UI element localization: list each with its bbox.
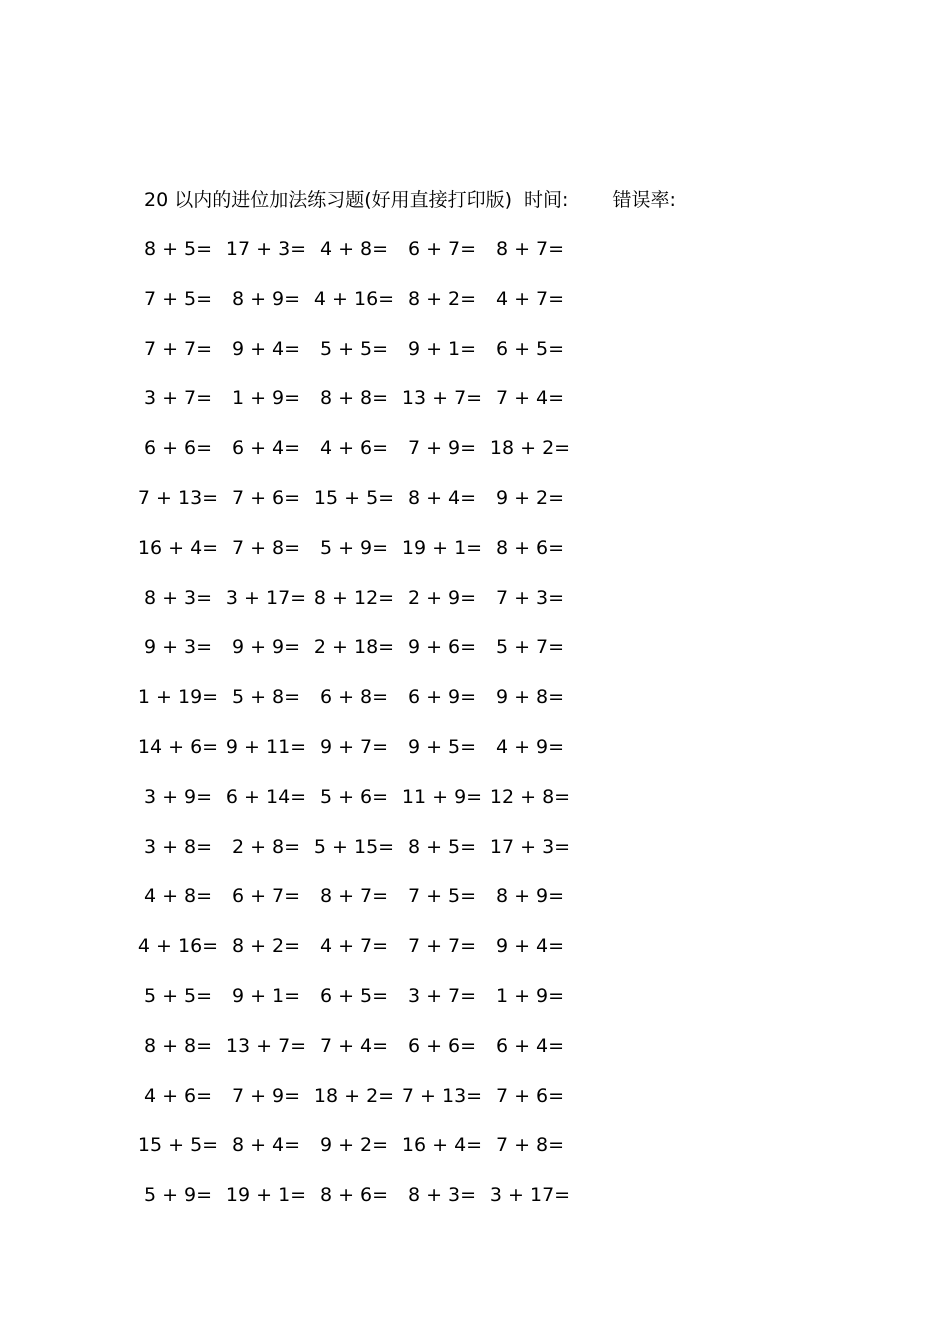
addition-problem: 9 + 1= bbox=[231, 984, 301, 1007]
addition-problem: 8 + 7= bbox=[319, 885, 389, 908]
addition-problem: 9 + 7= bbox=[319, 735, 389, 758]
addition-problem: 9 + 1= bbox=[407, 337, 477, 360]
problem-grid bbox=[137, 235, 604, 1231]
addition-problem: 5 + 15= bbox=[313, 835, 395, 858]
addition-problem: 6 + 14= bbox=[225, 785, 307, 808]
addition-problem: 8 + 6= bbox=[495, 536, 565, 559]
problem-row bbox=[144, 783, 604, 833]
addition-problem: 6 + 4= bbox=[231, 437, 301, 460]
problem-row bbox=[137, 683, 604, 733]
problem-row bbox=[137, 484, 604, 534]
addition-problem: 3 + 8= bbox=[143, 835, 213, 858]
addition-problem: 2 + 18= bbox=[313, 636, 395, 659]
addition-problem: 9 + 4= bbox=[231, 337, 301, 360]
addition-problem: 8 + 2= bbox=[231, 935, 301, 958]
addition-problem: 12 + 8= bbox=[489, 785, 571, 808]
time-label: 时间: bbox=[524, 189, 569, 211]
addition-problem: 6 + 6= bbox=[143, 437, 213, 460]
addition-problem: 4 + 16= bbox=[313, 287, 395, 310]
problem-row bbox=[144, 1082, 604, 1132]
addition-problem: 5 + 9= bbox=[319, 536, 389, 559]
addition-problem: 7 + 6= bbox=[231, 486, 301, 509]
problem-row bbox=[144, 982, 604, 1032]
addition-problem: 4 + 16= bbox=[137, 935, 219, 958]
addition-problem: 9 + 5= bbox=[407, 735, 477, 758]
addition-problem: 1 + 9= bbox=[495, 984, 565, 1007]
addition-problem: 8 + 7= bbox=[495, 238, 565, 260]
addition-problem: 8 + 3= bbox=[143, 586, 213, 609]
addition-problem: 6 + 7= bbox=[231, 885, 301, 908]
addition-problem: 5 + 8= bbox=[231, 686, 301, 709]
addition-problem: 3 + 7= bbox=[407, 984, 477, 1007]
addition-problem: 19 + 1= bbox=[401, 536, 483, 559]
addition-problem: 14 + 6= bbox=[137, 735, 219, 758]
problem-row bbox=[144, 285, 604, 335]
addition-problem: 4 + 7= bbox=[319, 935, 389, 958]
addition-problem: 9 + 3= bbox=[143, 636, 213, 659]
addition-problem: 7 + 8= bbox=[231, 536, 301, 559]
addition-problem: 7 + 7= bbox=[407, 935, 477, 958]
addition-problem: 8 + 2= bbox=[407, 287, 477, 310]
problem-row bbox=[137, 534, 604, 584]
addition-problem: 7 + 5= bbox=[407, 885, 477, 908]
addition-problem: 7 + 8= bbox=[495, 1134, 565, 1157]
addition-problem: 8 + 4= bbox=[407, 486, 477, 509]
addition-problem: 5 + 7= bbox=[495, 636, 565, 659]
addition-problem: 8 + 8= bbox=[143, 1034, 213, 1057]
addition-problem: 6 + 7= bbox=[407, 238, 477, 260]
addition-problem: 6 + 4= bbox=[495, 1034, 565, 1057]
addition-problem: 5 + 6= bbox=[319, 785, 389, 808]
addition-problem: 4 + 8= bbox=[143, 885, 213, 908]
addition-problem: 3 + 7= bbox=[143, 387, 213, 410]
addition-problem: 9 + 11= bbox=[225, 735, 307, 758]
addition-problem: 19 + 1= bbox=[225, 1184, 307, 1207]
addition-problem: 5 + 5= bbox=[319, 337, 389, 360]
addition-problem: 5 + 5= bbox=[143, 984, 213, 1007]
addition-problem: 6 + 5= bbox=[495, 337, 565, 360]
addition-problem: 6 + 6= bbox=[407, 1034, 477, 1057]
addition-problem: 8 + 5= bbox=[407, 835, 477, 858]
addition-problem: 8 + 6= bbox=[319, 1184, 389, 1207]
addition-problem: 8 + 9= bbox=[495, 885, 565, 908]
addition-problem: 7 + 4= bbox=[319, 1034, 389, 1057]
addition-problem: 1 + 9= bbox=[231, 387, 301, 410]
addition-problem: 6 + 5= bbox=[319, 984, 389, 1007]
addition-problem: 8 + 12= bbox=[313, 586, 395, 609]
addition-problem: 7 + 6= bbox=[495, 1084, 565, 1107]
addition-problem: 6 + 9= bbox=[407, 686, 477, 709]
addition-problem: 15 + 5= bbox=[313, 486, 395, 509]
problem-row bbox=[144, 235, 604, 285]
problem-row bbox=[144, 1181, 604, 1231]
addition-problem: 3 + 17= bbox=[225, 586, 307, 609]
problem-row bbox=[144, 882, 604, 932]
addition-problem: 13 + 7= bbox=[225, 1034, 307, 1057]
addition-problem: 9 + 9= bbox=[231, 636, 301, 659]
addition-problem: 18 + 2= bbox=[313, 1084, 395, 1107]
addition-problem: 6 + 8= bbox=[319, 686, 389, 709]
addition-problem: 3 + 9= bbox=[143, 785, 213, 808]
addition-problem: 11 + 9= bbox=[401, 785, 483, 808]
addition-problem: 7 + 5= bbox=[143, 287, 213, 310]
addition-problem: 2 + 9= bbox=[407, 586, 477, 609]
addition-problem: 7 + 3= bbox=[495, 586, 565, 609]
addition-problem: 15 + 5= bbox=[137, 1134, 219, 1157]
addition-problem: 9 + 8= bbox=[495, 686, 565, 709]
problem-row bbox=[144, 833, 604, 883]
addition-problem: 17 + 3= bbox=[225, 238, 307, 260]
addition-problem: 7 + 13= bbox=[137, 486, 219, 509]
problem-row bbox=[144, 584, 604, 634]
addition-problem: 13 + 7= bbox=[401, 387, 483, 410]
addition-problem: 4 + 9= bbox=[495, 735, 565, 758]
problem-row bbox=[144, 335, 604, 385]
addition-problem: 16 + 4= bbox=[401, 1134, 483, 1157]
addition-problem: 17 + 3= bbox=[489, 835, 571, 858]
addition-problem: 7 + 9= bbox=[407, 437, 477, 460]
addition-problem: 8 + 5= bbox=[143, 238, 213, 260]
addition-problem: 2 + 8= bbox=[231, 835, 301, 858]
problem-row bbox=[144, 434, 604, 484]
addition-problem: 3 + 17= bbox=[489, 1184, 571, 1207]
addition-problem: 1 + 19= bbox=[137, 686, 219, 709]
addition-problem: 8 + 9= bbox=[231, 287, 301, 310]
problem-row bbox=[137, 932, 604, 982]
problem-row bbox=[144, 384, 604, 434]
problem-row bbox=[144, 633, 604, 683]
worksheet-header bbox=[144, 186, 676, 214]
addition-problem: 18 + 2= bbox=[489, 437, 571, 460]
addition-problem: 7 + 4= bbox=[495, 387, 565, 410]
addition-problem: 8 + 8= bbox=[319, 387, 389, 410]
addition-problem: 7 + 9= bbox=[231, 1084, 301, 1107]
addition-problem: 9 + 4= bbox=[495, 935, 565, 958]
addition-problem: 4 + 6= bbox=[319, 437, 389, 460]
addition-problem: 8 + 3= bbox=[407, 1184, 477, 1207]
addition-problem: 7 + 7= bbox=[143, 337, 213, 360]
addition-problem: 4 + 7= bbox=[495, 287, 565, 310]
addition-problem: 16 + 4= bbox=[137, 536, 219, 559]
addition-problem: 7 + 13= bbox=[401, 1084, 483, 1107]
addition-problem: 9 + 2= bbox=[319, 1134, 389, 1157]
problem-row bbox=[137, 1131, 604, 1181]
problem-row bbox=[144, 1032, 604, 1082]
addition-problem: 5 + 9= bbox=[143, 1184, 213, 1207]
problem-row bbox=[137, 733, 604, 783]
addition-problem: 8 + 4= bbox=[231, 1134, 301, 1157]
addition-problem: 9 + 2= bbox=[495, 486, 565, 509]
worksheet-title: 20 以内的进位加法练习题(好用直接打印版) bbox=[144, 189, 513, 211]
addition-problem: 4 + 8= bbox=[319, 238, 389, 260]
error-rate-label: 错误率: bbox=[612, 189, 676, 211]
addition-problem: 9 + 6= bbox=[407, 636, 477, 659]
addition-problem: 4 + 6= bbox=[143, 1084, 213, 1107]
